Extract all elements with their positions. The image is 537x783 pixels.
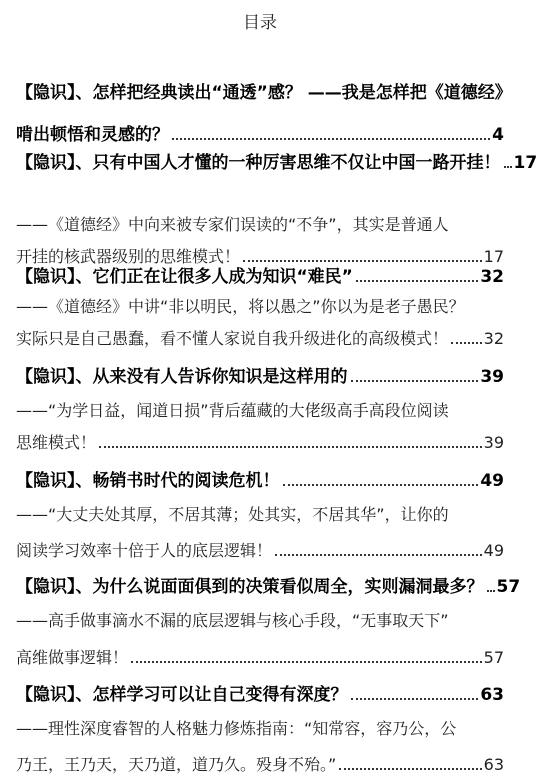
toc-entry-subtitle-text: ——《道德经》中讲“非以明民，将以愚之”你以为是老子愚民？ [16,297,465,316]
toc-entry-heading[interactable] [16,148,537,173]
toc-entry-subtitle[interactable] [16,212,504,235]
toc-entry-subtitle-text: ——《道德经》中向来被专家们误读的“不争”，其实是普通人 [16,215,449,234]
toc-entry-heading-text: 【隐识】、只有中国人才懂的一种厉害思维不仅让中国一路开挂！ [16,153,501,173]
toc-entry-subtitle-text: 实际只是自己愚蠢，看不懂人家说自我升级进化的高级模式！ [16,329,449,348]
toc-entry-subtitle[interactable] [16,326,504,349]
toc-entry-subtitle[interactable] [16,502,504,525]
toc-entry-heading[interactable] [16,120,504,145]
toc-entry-subtitle[interactable] [16,716,504,739]
toc-entry-heading-text: 【隐识】、畅销书时代的阅读危机！ [16,471,280,491]
toc-entry-subtitle[interactable] [16,294,504,317]
toc-entry-subtitle-text: 高维做事逻辑！ [16,648,129,667]
page-number: 63 [483,755,504,774]
toc-entry-subtitle[interactable] [16,430,504,453]
toc-entry-heading-text: 【隐识】、怎样学习可以让自己变得有深度？ [16,685,348,705]
toc-entry-subtitle[interactable] [16,398,504,421]
dot-leader [504,165,512,168]
toc-entry-subtitle-text: 开挂的核武器级别的思维模式！ [16,247,241,266]
page-title: 目录 [243,13,277,33]
toc-entry-heading-text: 啃出顿悟和灵感的？ [16,125,169,145]
page-number: 49 [483,541,504,560]
page-number: 39 [480,367,504,387]
toc-entry-heading[interactable] [16,78,512,103]
dot-leader [275,553,482,556]
dot-leader [356,279,478,282]
toc-entry-subtitle[interactable] [16,608,504,631]
page-number: 57 [496,577,521,597]
toc-entry-heading[interactable] [16,572,521,597]
page-number: 17 [483,247,504,266]
dot-leader [351,697,479,700]
toc-entry-heading-text: 【隐识】、怎样把经典读出“通透”感？ ——我是怎样把《道德经》 [16,83,512,103]
dot-leader [99,445,482,448]
page-number: 32 [483,329,504,348]
page-number: 17 [513,153,537,173]
toc-entry-heading-text: 【隐识】、它们正在让很多人成为知识“难民” [16,267,353,287]
dot-leader [131,660,482,663]
page-number: 63 [480,685,504,705]
toc-entry-subtitle[interactable] [16,538,504,561]
toc-entry-subtitle-text: ——高手做事滴水不漏的底层逻辑与核心手段，“无事取天下” [16,611,449,630]
toc-entry-subtitle-text: ——理性深度睿智的人格魅力修炼指南：“知常容，容乃公，公 [16,719,457,738]
toc-entry-subtitle-text: 阅读学习效率十倍于人的底层逻辑！ [16,541,273,560]
dot-leader [283,483,479,486]
toc-entry-heading-text: 【隐识】、从来没有人告诉你知识是这样用的 [16,367,348,387]
toc-entry-subtitle-text: 乃王，王乃天，天乃道，道乃久。殁身不殆。” [16,755,337,774]
toc-entry-subtitle-text: ——“大丈夫处其厚，不居其薄；处其实，不居其华”，让你的 [16,505,449,524]
page-number: 4 [492,125,504,145]
dot-leader [487,589,495,592]
toc-entry-heading-text: 【隐识】、为什么说面面俱到的决策看似周全，实则漏洞最多？ [16,577,484,597]
dot-leader [172,137,490,140]
toc-entry-heading[interactable] [16,680,504,705]
page-number: 57 [483,648,504,667]
toc-entry-heading[interactable] [16,362,504,387]
page-number: 39 [483,433,504,452]
toc-entry-subtitle[interactable] [16,752,504,775]
toc-entry-heading[interactable] [16,466,504,491]
toc-entry-heading[interactable] [16,262,504,287]
page-number: 49 [480,471,504,491]
toc-entry-subtitle[interactable] [16,645,504,668]
dot-leader [451,341,482,344]
dot-leader [339,767,481,770]
toc-entry-subtitle-text: ——“为学日益，闻道日损”背后蕴藏的大佬级高手高段位阅读 [16,401,449,420]
toc-entry-subtitle-text: 思维模式！ [16,433,97,452]
dot-leader [351,379,479,382]
page-number: 32 [480,267,504,287]
